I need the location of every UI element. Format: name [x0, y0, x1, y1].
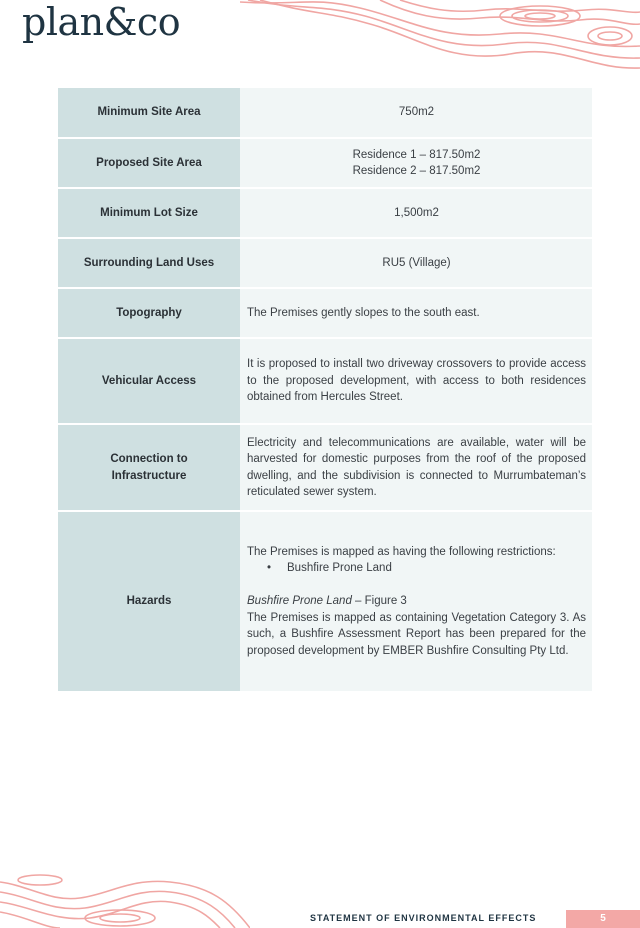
figure-reference: [247, 593, 586, 610]
value-line: Residence 2 – 817.50m2: [352, 165, 481, 177]
topographic-pattern-top: [240, 0, 640, 72]
row-label: Hazards: [58, 511, 240, 692]
hazards-intro: The Premises is mapped as having the following restrictions:: [247, 545, 556, 558]
table-row: [58, 288, 592, 338]
site-details-table: [58, 88, 592, 693]
row-label: Minimum Site Area: [58, 88, 240, 138]
page-number-badge: 5: [566, 910, 640, 928]
table-row: [58, 188, 592, 238]
row-label: Surrounding Land Uses: [58, 238, 240, 288]
row-value: [240, 288, 592, 338]
value-line: Residence 1 – 817.50m2: [352, 148, 481, 161]
row-value: It is proposed to install two driveway crossovers to provide access to the proposed development, with access to both residences obtained from Hercules Street.: [240, 338, 592, 424]
row-value: [240, 238, 592, 288]
figure-reference-suffix: – Figure 3: [351, 595, 407, 608]
table-row: [58, 138, 592, 188]
table-row: [58, 88, 592, 138]
table-row: [58, 424, 592, 511]
row-label: Minimum Lot Size: [58, 188, 240, 238]
hazards-bullet-item: • Bushfire Prone Land: [247, 560, 586, 577]
value-line: RU5 (Village): [382, 256, 451, 269]
spacer: [247, 577, 586, 594]
value-line: The Premises gently slopes to the south east.: [247, 306, 480, 319]
table-row: [58, 338, 592, 424]
figure-reference-title: Bushfire Prone Land: [247, 595, 352, 608]
row-label: Vehicular Access: [58, 338, 240, 424]
row-label: Proposed Site Area: [58, 138, 240, 188]
table-row: [58, 238, 592, 288]
value-line: 750m2: [398, 106, 435, 119]
row-value: [240, 88, 592, 138]
hazards-body: The Premises is mapped as containing Vegetation Category 3. As such, a Bushfire Assessment Report has been prepared for the proposed development by EMBER Bushfire Consulting Pty Ltd.: [247, 611, 586, 657]
row-value: [240, 188, 592, 238]
value-line: 1,500m2: [394, 206, 439, 219]
row-value: Electricity and telecommunications are available, water will be harvested for domestic purposes from the roof of the proposed dwelling, and the subdivision is connected to Murrumbateman’s reticulated sewer system.: [240, 424, 592, 511]
row-value: [240, 511, 592, 692]
topographic-pattern-bottom: [0, 872, 250, 928]
row-value: [240, 138, 592, 188]
row-label: Topography: [58, 288, 240, 338]
row-label: Connection to Infrastructure: [58, 424, 240, 511]
company-logo: plan&co: [22, 0, 181, 44]
table-row: [58, 511, 592, 692]
footer-document-title: STATEMENT OF ENVIRONMENTAL EFFECTS: [310, 913, 537, 923]
